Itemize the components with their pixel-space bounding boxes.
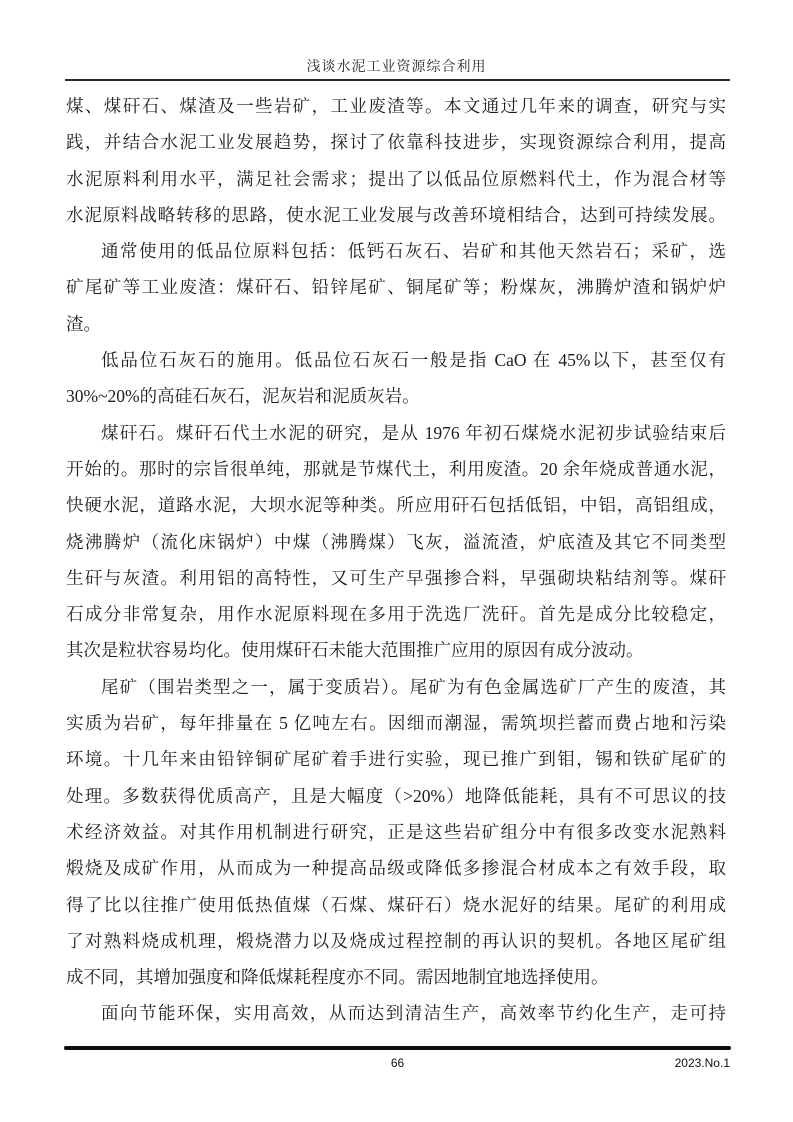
text-line: 烧沸腾炉（流化床锅炉）中煤（沸腾煤）飞灰，溢流渣，炉底渣及其它不同类型 (66, 531, 726, 552)
text-line: 环境。十几年来由铅锌铜矿尾矿着手进行实验，现已推广到钼，锡和铁矿尾矿的 (66, 749, 726, 770)
footer-rule (64, 1046, 731, 1050)
text-line: 面向节能环保，实用高效，从而达到清洁生产，高效率节约化生产，走可持 (101, 1003, 726, 1024)
text-line: 其次是粒状容易均化。使用煤矸石未能大范围推广应用的原因有成分波动。 (66, 640, 644, 661)
text-line: 煅烧及成矿作用，从而成为一种提高品级或降低多掺混合材成本之有效手段，取 (66, 858, 726, 879)
text-line: 开始的。那时的宗旨很单纯，那就是节煤代土，利用废渣。20 余年烧成普通水泥， (66, 458, 726, 479)
text-line: 水泥原料利用水平，满足社会需求；提出了以低品位原燃料代土，作为混合材等 (66, 168, 726, 189)
text-line: 低品位石灰石的施用。低品位石灰石一般是指 CaO 在 45%以下，甚至仅有 (101, 350, 726, 371)
text-line: 煤矸石。煤矸石代土水泥的研究，是从 1976 年初石煤烧水泥初步试验结束后 (101, 422, 726, 443)
text-line: 尾矿（围岩类型之一，属于变质岩）。尾矿为有色金属选矿厂产生的废渣，其 (101, 676, 726, 697)
text-line: 渣。 (66, 313, 101, 334)
text-line: 得了比以往推广使用低热值煤（石煤、煤矸石）烧水泥好的结果。尾矿的利用成 (66, 894, 726, 915)
page-title: 浅谈水泥工业资源综合利用 (306, 60, 487, 75)
text-line: 石成分非常复杂，用作水泥原料现在多用于洗选厂洗矸。首先是成分比较稳定， (66, 604, 726, 625)
text-line: 快硬水泥，道路水泥，大坝水泥等种类。所应用矸石包括低铝，中铝，高铝组成， (66, 495, 726, 516)
text-line: 矿尾矿等工业废渣：煤矸石、铅锌尾矿、铜尾矿等；粉煤灰，沸腾炉渣和锅炉炉 (66, 277, 726, 298)
text-line: 通常使用的低品位原料包括：低钙石灰石、岩矿和其他天然岩石；采矿，选 (101, 241, 726, 262)
text-line: 实质为岩矿，每年排量在 5 亿吨左右。因细而潮湿，需筑坝拦蓄而费占地和污染 (66, 713, 726, 734)
footer (65, 1054, 730, 1072)
issue-label: 2023.No.1 (674, 1056, 730, 1070)
text-line: 成不同，其增加强度和降低煤耗程度亦不同。需因地制宜地选择使用。 (66, 967, 609, 988)
text-line: 生矸与灰渣。利用铝的高特性，又可生产早强掺合料，早强砌块粘结剂等。煤矸 (66, 567, 726, 588)
header-rule (65, 79, 730, 81)
body-text (66, 88, 726, 1032)
text-line: 践，并结合水泥工业发展趋势，探讨了依靠科技进步，实现资源综合利用，提高 (66, 132, 726, 153)
text-line: 处理。多数获得优质高产，且是大幅度（>20%）地降低能耗，具有不可思议的技 (66, 785, 726, 806)
text-line: 30%~20%的高硅石灰石，泥灰岩和泥质灰岩。 (66, 386, 420, 407)
text-line: 煤、煤矸石、煤渣及一些岩矿，工业废渣等。本文通过几年来的调查，研究与实 (66, 96, 726, 116)
text-line: 术经济效益。对其作用机制进行研究，正是这些岩矿组分中有很多改变水泥熟料 (66, 821, 726, 842)
text-line: 了对熟料烧成机理，煅烧潜力以及烧成过程控制的再认识的契机。各地区尾矿组 (66, 930, 726, 951)
text-line: 水泥原料战略转移的思路，使水泥工业发展与改善环境相结合，达到可持续发展。 (66, 204, 726, 225)
page-number: 66 (390, 1056, 405, 1070)
